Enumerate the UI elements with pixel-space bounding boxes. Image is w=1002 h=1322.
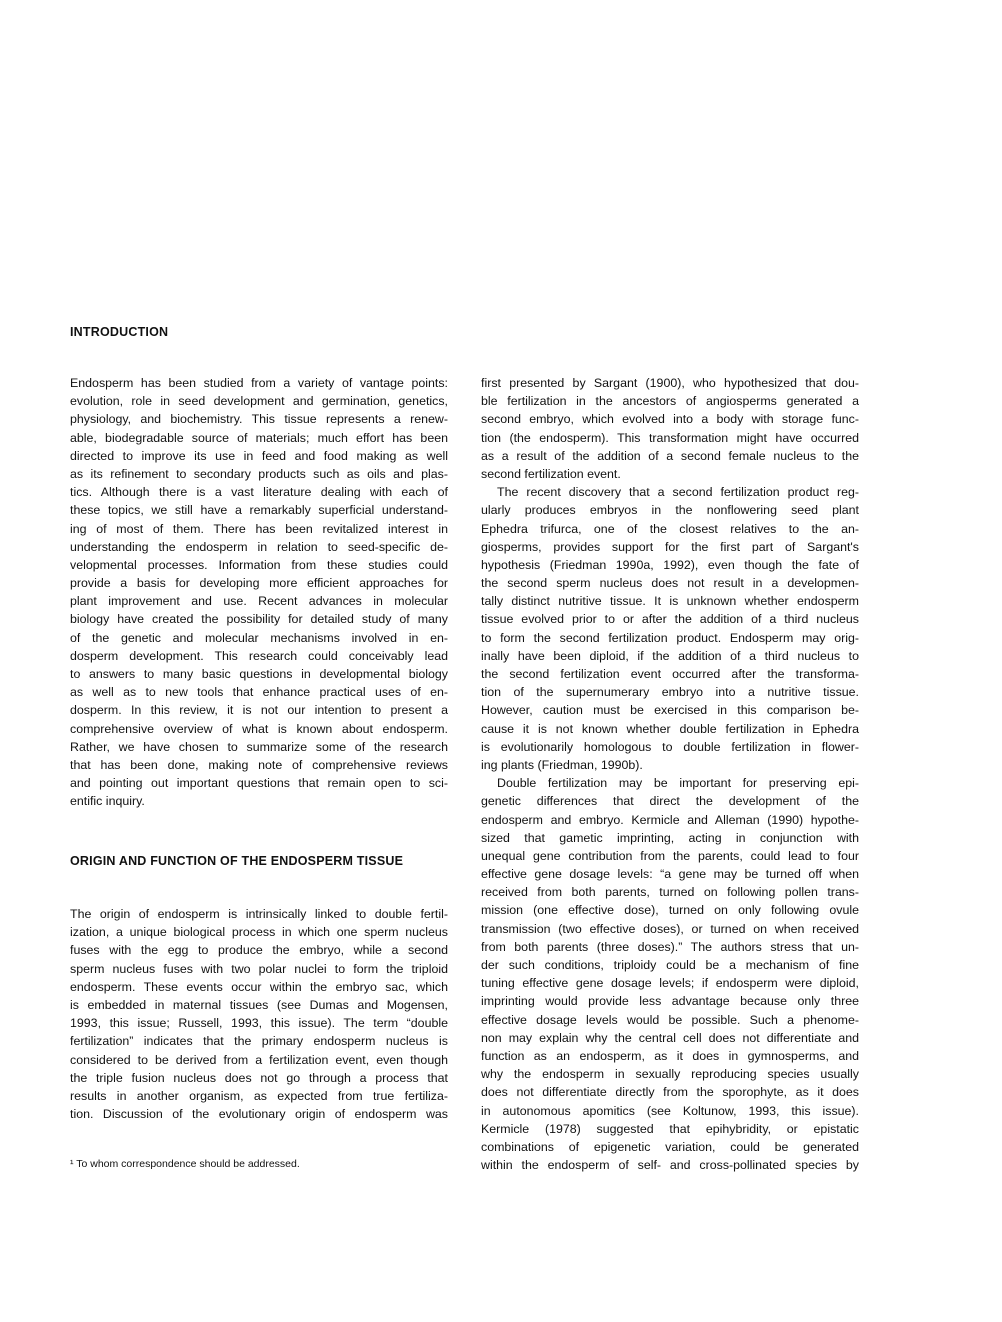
text-line: combinations of epigenetic variation, could be generated bbox=[481, 1139, 859, 1154]
text-line: tally distinct nutritive tissue. It is unknown whether endosperm bbox=[481, 594, 859, 609]
text-line: tuning effective gene dosage levels; if endosperm were diploid, bbox=[481, 976, 859, 991]
text-line: imprinting would provide less advantage because only three bbox=[481, 994, 859, 1009]
text-line: effective gene dosage levels: “a gene may be turned off when bbox=[481, 867, 859, 882]
text-line: sperm nucleus fuses with two polar nuclei to form the triploid bbox=[70, 961, 448, 976]
text-line: ing plants (Friedman, 1990b). bbox=[481, 757, 643, 772]
text-line: second fertilization event. bbox=[481, 466, 621, 481]
text-line: considered to be derived from a fertilization event, even though bbox=[70, 1052, 448, 1067]
text-line: biology have created the possibility for detailed study of many bbox=[70, 612, 448, 627]
text-line: cause it is not known whether double fertilization in Ephedra bbox=[481, 721, 859, 736]
text-line: the triple fusion nucleus does not go through a process that bbox=[70, 1070, 448, 1085]
text-line: does not differentiate directly from the sporophyte, as it does bbox=[481, 1085, 859, 1100]
heading-introduction: INTRODUCTION bbox=[70, 325, 169, 339]
text-line: The recent discovery that a second fertilization product reg- bbox=[497, 485, 859, 500]
text-line: results in another organism, as expected from true fertiliza- bbox=[70, 1088, 448, 1103]
text-line: the second fertilization event occurred after the transforma- bbox=[481, 667, 859, 681]
text-line: provide a basis for developing more efficient approaches for bbox=[70, 576, 448, 591]
text-line: from both parents (three doses).” The authors stress that un- bbox=[481, 939, 859, 954]
text-line: non may explain why the central cell does not differentiate and bbox=[481, 1030, 859, 1045]
text-line: comprehensive overview of what is known about endosperm. bbox=[70, 721, 448, 736]
text-line: fuses with the egg to produce the embryo, while a second bbox=[70, 943, 448, 958]
text-line: first presented by Sargant (1900), who hypothesized that dou- bbox=[481, 376, 859, 390]
text-line: to answers to many basic questions in developmental biology bbox=[70, 667, 448, 681]
text-line: The origin of endosperm is intrinsically linked to double fertil- bbox=[70, 907, 448, 921]
text-line: received from both parents, turned on following pollen trans- bbox=[481, 885, 859, 900]
text-line: Rather, we have chosen to summarize some of the research bbox=[70, 739, 448, 754]
text-line: directed to improve its use in feed and food making as well bbox=[70, 448, 448, 463]
footnote: ¹ To whom correspondence should be addressed. bbox=[70, 1158, 300, 1170]
text-line: Ephedra trifurca, one of the closest relatives to the an- bbox=[481, 521, 859, 536]
text-line: these topics, we still have a remarkably superficial understand- bbox=[70, 503, 448, 518]
text-line: why the endosperm in sexually reproducing species usually bbox=[481, 1067, 859, 1082]
text-line: tics. Although there is a vast literature dealing with each of bbox=[70, 485, 448, 500]
text-line: able, biodegradable source of materials; much effort has been bbox=[70, 430, 448, 445]
text-line: endosperm. These events occur within the embryo sac, which bbox=[70, 979, 448, 994]
heading-origin-function: ORIGIN AND FUNCTION OF THE ENDOSPERM TISSUE bbox=[70, 854, 404, 868]
text-line: as its refinement to secondary products such as oils and plas- bbox=[70, 466, 448, 481]
text-line: that has been done, making note of comprehensive reviews bbox=[70, 757, 448, 772]
text-line: ularly produces embryos in the nonflowering seed plant bbox=[481, 503, 859, 518]
text-line: function as an endosperm, as it does in gymnosperms, and bbox=[481, 1048, 859, 1063]
text-line: unequal gene contribution from the parents, could lead to four bbox=[481, 848, 859, 863]
text-line: velopmental processes. Information from these studies could bbox=[70, 557, 448, 572]
text-line: evolution, role in seed development and germination, genetics, bbox=[70, 394, 448, 409]
text-line: is embedded in maternal tissues (see Dumas and Mogensen, bbox=[70, 997, 448, 1012]
text-line: transmission (two effective doses), or turned on when received bbox=[481, 921, 859, 936]
text-line: second embryo, which evolved into a body with storage func- bbox=[481, 412, 859, 427]
text-line: of the genetic and molecular mechanisms involved in en- bbox=[70, 630, 448, 645]
text-line: to form the second fertilization product. Endosperm may orig- bbox=[481, 630, 859, 645]
text-line: physiology, and biochemistry. This tissue represents a renew- bbox=[70, 412, 448, 427]
text-line: tion (the endosperm). This transformation might have occurred bbox=[481, 430, 859, 445]
text-line: mission (one effective dose), turned on only following ovule bbox=[481, 903, 859, 918]
text-line: hypothesis (Friedman 1990a, 1992), even though the fate of bbox=[481, 557, 859, 572]
text-line: sized that gametic imprinting, acting in conjunction with bbox=[481, 830, 859, 845]
text-line: tion of the supernumerary embryo into a nutritive tissue. bbox=[481, 685, 859, 700]
text-line: dosperm. In this review, it is not our intention to present a bbox=[70, 703, 448, 718]
text-line: inally have been diploid, if the addition of a third nucleus to bbox=[481, 648, 859, 663]
right-column bbox=[481, 374, 859, 1174]
text-line: genetic differences that direct the development of the bbox=[481, 794, 859, 809]
text-line: Endosperm has been studied from a variety of vantage points: bbox=[70, 376, 448, 390]
text-line: Double fertilization may be important for preserving epi- bbox=[497, 776, 859, 791]
text-line: within the endosperm of self- and cross-pollinated species by bbox=[481, 1158, 859, 1173]
text-line: and pointing out important questions that remain open to sci- bbox=[70, 776, 448, 791]
text-line: endosperm and embryo. Kermicle and Alleman (1990) hypothe- bbox=[481, 812, 859, 827]
text-line: 1993, this issue; Russell, 1993, this issue). The term “double bbox=[70, 1016, 448, 1031]
text-line: entific inquiry. bbox=[70, 794, 145, 809]
text-line: dosperm development. This research could conceivably lead bbox=[70, 648, 448, 663]
left-column-origin bbox=[70, 905, 448, 1123]
text-line: ization, a unique biological process in which one sperm nucleus bbox=[70, 925, 448, 940]
left-column-intro bbox=[70, 374, 448, 811]
text-line: However, caution must be exercised in this comparison be- bbox=[481, 703, 859, 718]
text-line: tissue evolved prior to or after the addition of a third nucleus bbox=[481, 612, 859, 627]
text-line: is evolutionarily homologous to double fertilization in flower- bbox=[481, 739, 859, 754]
text-line: as a result of the addition of a second female nucleus to the bbox=[481, 448, 859, 463]
text-line: effective dosage levels would be possible. Such a phenome- bbox=[481, 1012, 859, 1027]
text-line: ble fertilization in the ancestors of angiosperms generated a bbox=[481, 394, 859, 409]
text-line: in autonomous apomitics (see Koltunow, 1993, this issue). bbox=[481, 1103, 859, 1118]
text-line: plant improvement and use. Recent advances in molecular bbox=[70, 594, 448, 609]
text-line: giosperms, provides support for the first part of Sargant's bbox=[481, 539, 859, 554]
text-line: the second sperm nucleus does not result in a developmen- bbox=[481, 576, 859, 591]
text-line: tion. Discussion of the evolutionary origin of endosperm was bbox=[70, 1107, 448, 1122]
text-line: understanding the endosperm in relation to seed-specific de- bbox=[70, 539, 448, 554]
text-line: fertilization” indicates that the primary endosperm nucleus is bbox=[70, 1034, 448, 1049]
text-line: ing of most of them. There has been revitalized interest in bbox=[70, 521, 448, 536]
text-line: der such conditions, triploidy could be a mechanism of fine bbox=[481, 958, 859, 972]
text-line: as well as to new tools that enhance practical uses of en- bbox=[70, 685, 448, 700]
text-line: Kermicle (1978) suggested that epihybridity, or epistatic bbox=[481, 1121, 859, 1136]
